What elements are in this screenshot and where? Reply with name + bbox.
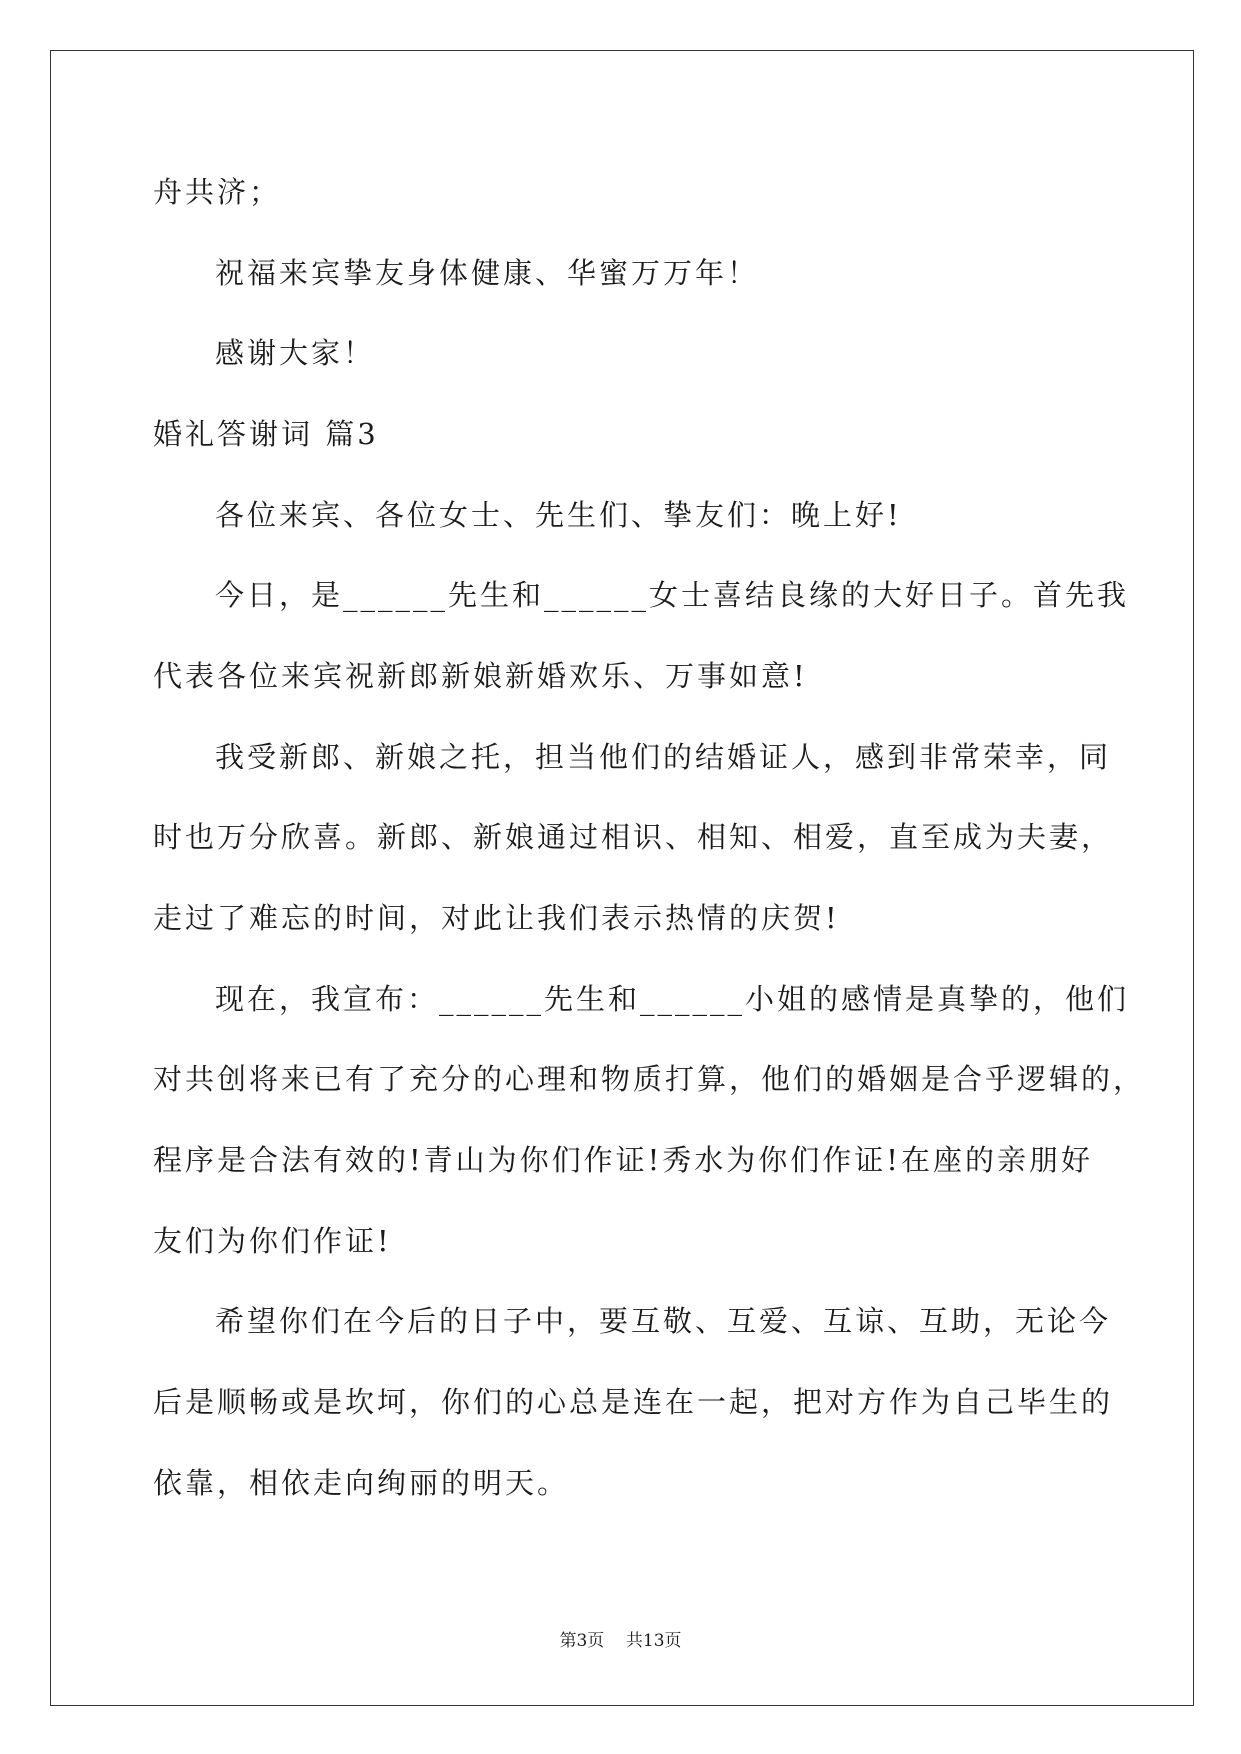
- paragraph-line: 希望你们在今后的日子中，要互敬、互爱、互谅、互助，无论今: [215, 1304, 1112, 1338]
- paragraph-line: 各位来宾、各位女士、先生们、挚友们：晚上好!: [215, 498, 902, 532]
- text-line: 走过了难忘的时间，对此让我们表示热情的庆贺!: [153, 901, 840, 935]
- text-line: 后是顺畅或是坎坷，你们的心总是连在一起，把对方作为自己毕生的: [153, 1385, 1114, 1419]
- text-line: 时也万分欣喜。新郎、新娘通过相识、相知、相爱，直至成为夫妻，: [153, 820, 1114, 854]
- text-line: 程序是合法有效的!青山为你们作证!秀水为你们作证!在座的亲朋好: [153, 1143, 1093, 1177]
- section-heading: 婚礼答谢词 篇3: [153, 417, 379, 451]
- page-number-footer: 第3页 共13页: [559, 1631, 682, 1651]
- paragraph-line: 感谢大家！: [215, 336, 376, 370]
- text-line: 友们为你们作证!: [153, 1224, 392, 1258]
- text-line: 依靠，相依走向绚丽的明天。: [153, 1466, 570, 1500]
- paragraph-line: 祝福来宾挚友身体健康、华蜜万万年！: [215, 256, 760, 290]
- paragraph-line: 我受新郎、新娘之托，担当他们的结婚证人，感到非常荣幸，同: [215, 740, 1112, 774]
- paragraph-line: 今日，是______先生和______女士喜结良缘的大好日子。首先我: [215, 578, 1130, 612]
- text-line: 代表各位来宾祝新郎新娘新婚欢乐、万事如意!: [153, 659, 808, 693]
- paragraph-line: 现在，我宣布：______先生和______小姐的感情是真挚的，他们: [215, 982, 1130, 1016]
- text-line: 对共创将来已有了充分的心理和物质打算，他们的婚姻是合乎逻辑的，: [153, 1062, 1146, 1096]
- page-border: [50, 50, 1194, 1706]
- text-line: 舟共济；: [153, 175, 282, 209]
